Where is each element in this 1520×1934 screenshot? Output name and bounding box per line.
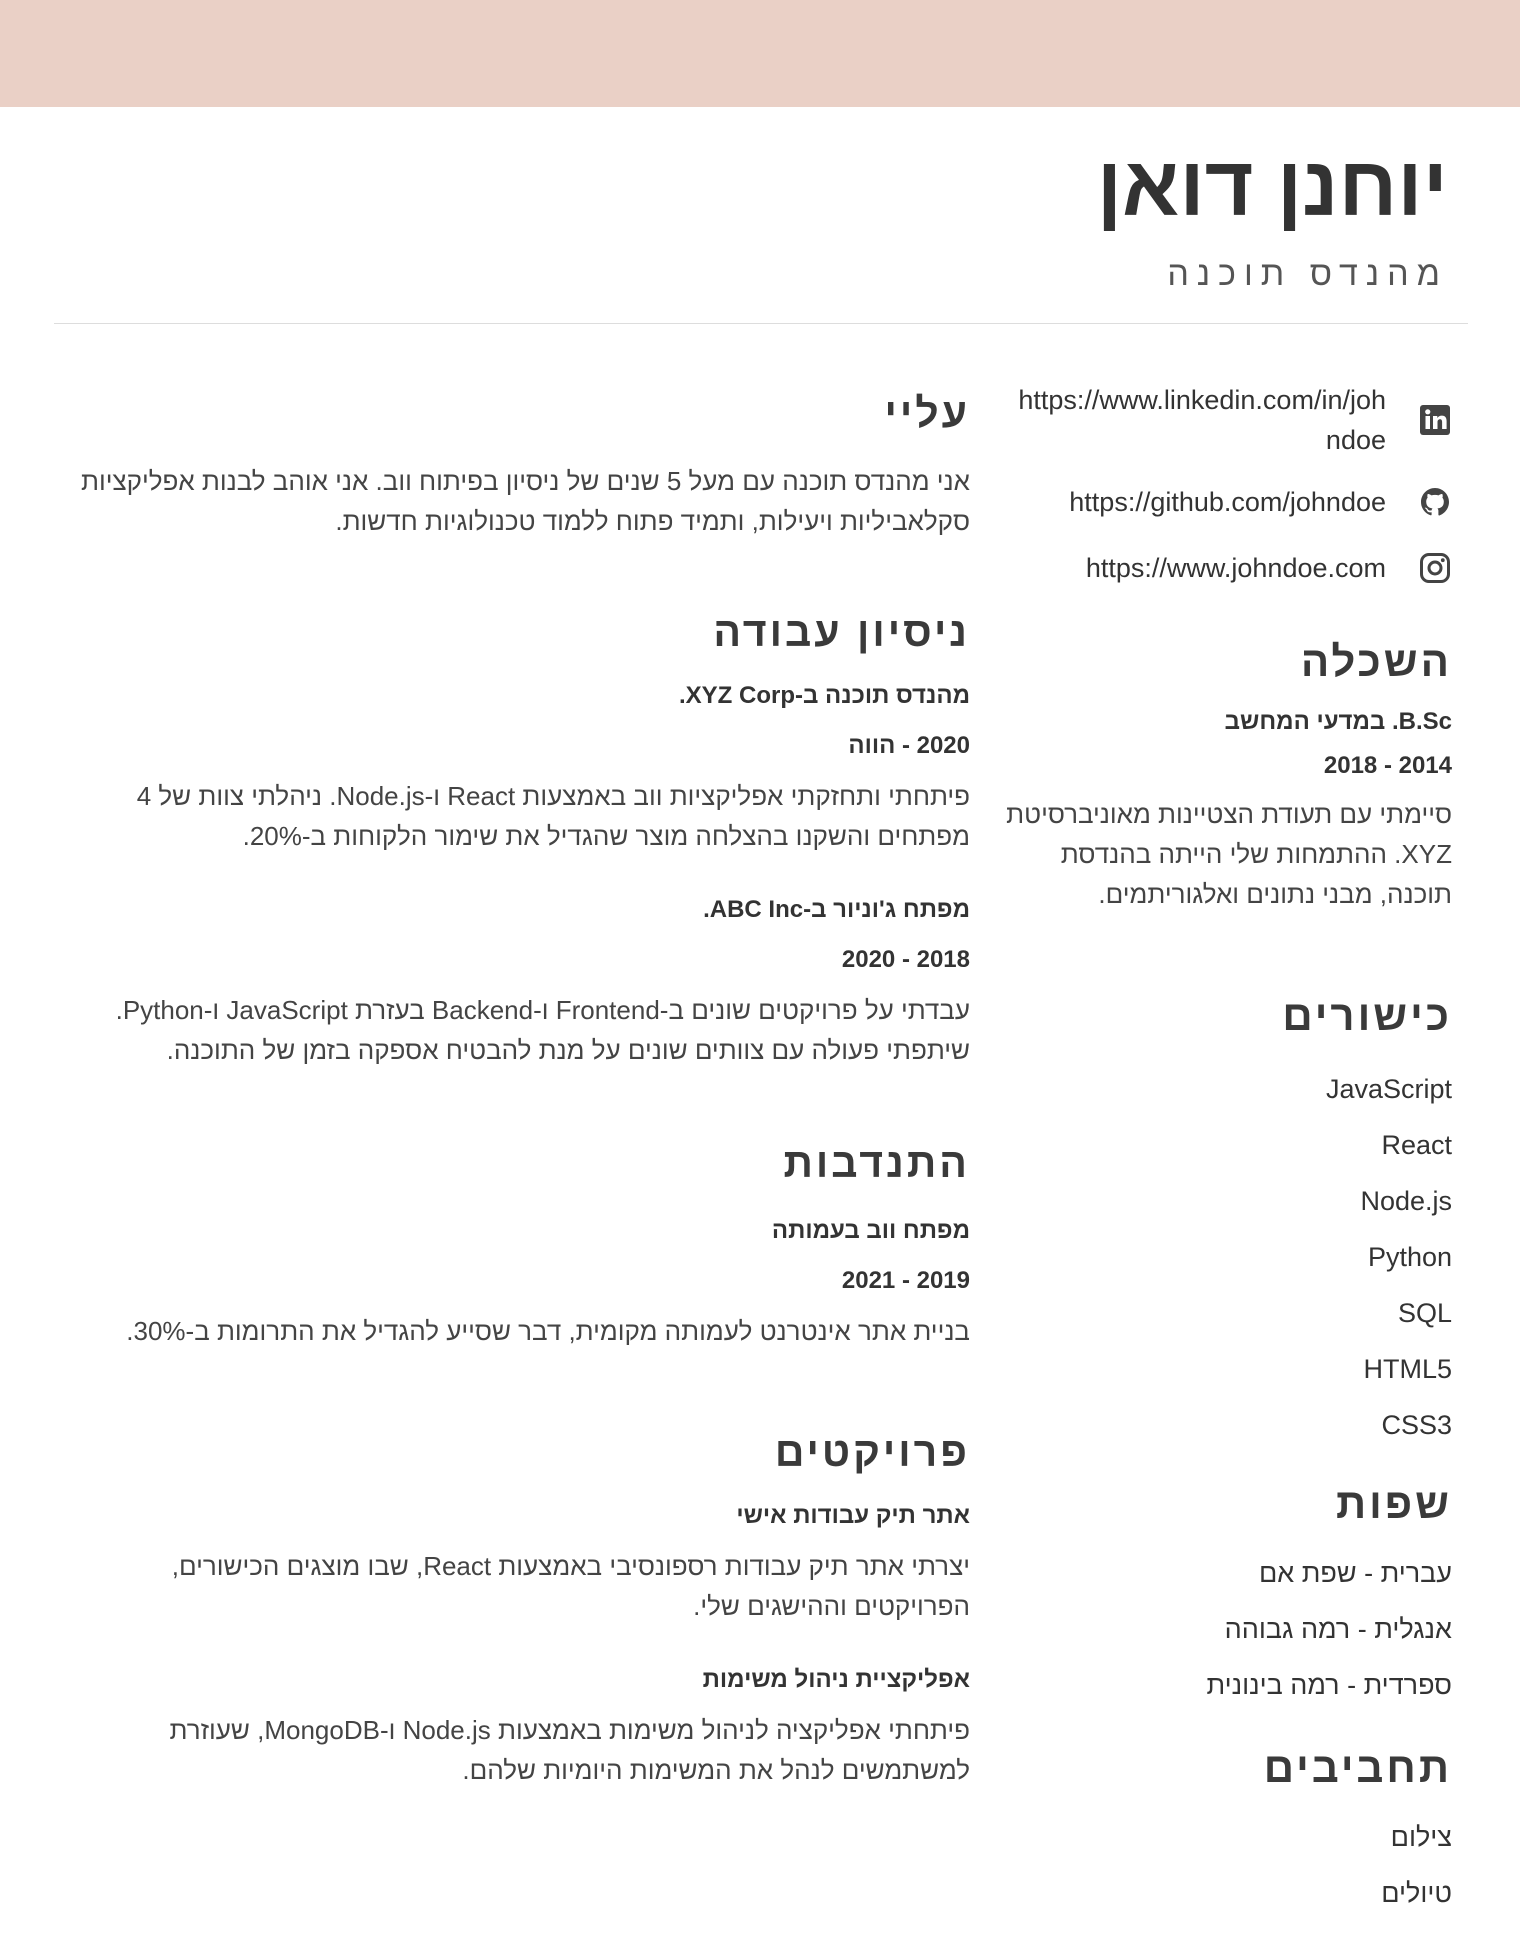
list-item: Python [1367,1242,1452,1272]
list-item: React [1381,1130,1452,1160]
list-item: אנגלית - רמה גבוהה [1224,1614,1452,1644]
project-entry [60,1666,970,1790]
education-dates: 2014 - 2018 [1323,752,1452,779]
linkedin-icon [1418,403,1452,437]
volunteering-heading: התנדבות [783,1140,970,1186]
languages-heading: שפות [1335,1480,1452,1527]
list-item: Node.js [1360,1186,1452,1216]
list-item: JavaScript [1325,1074,1452,1104]
list-item: ספרדית - רמה בינונית [1206,1670,1452,1700]
project-title: אתר תיק עבודות אישי [736,1502,970,1529]
volunteering-description: בניית אתר אינטרנט לעמותה מקומית, דבר שסייע להגדיל את התרומות ב-30%. [126,1316,970,1346]
list-item: עברית - שפת אם [1258,1558,1452,1588]
list-item: טיולים [1381,1878,1452,1908]
list-item: HTML5 [1363,1354,1452,1384]
project-description: יצרתי אתר תיק עבודות רספונסיבי באמצעות React, שבו מוצגים הכישורים, הפרויקטים וההישגים שלי. [171,1551,970,1621]
project-description: פיתחתי אפליקציה לניהול משימות באמצעות Node.js ו-MongoDB, שעוזרת למשתמשים לנהל את המשימות היומיות שלהם. [169,1715,970,1785]
job-description: עבדתי על פרויקטים שונים ב-Frontend ו-Backend בעזרת JavaScript ו-Python. שיתפתי פעולה עם צוותים שונים על מנת להבטיח אספקה בזמן של התוכנה. [115,995,970,1065]
job-entry [60,682,970,856]
sidebar [1002,380,1452,1934]
job-title: מהנדס תוכנה ב-XYZ Corp. [678,682,970,709]
about-heading: עליי [884,390,970,436]
website-link[interactable]: https://www.johndoe.com [1085,553,1386,583]
experience-heading: ניסיון עבודה [713,609,970,655]
contact-linkedin[interactable] [1002,380,1452,460]
about-text: אני מהנדס תוכנה עם מעל 5 שנים של ניסיון בפיתוח ווב. אני אוהב לבנות אפליקציות סקלאביליות ויעילות, ותמיד פתוח ללמוד טכנולוגיות חדשות. [81,466,970,536]
job-title: מפתח ג'וניור ב-ABC Inc. [703,896,970,923]
list-item: SQL [1397,1298,1452,1328]
job-entry [60,896,970,1070]
list-item: CSS3 [1381,1410,1452,1440]
job-description: פיתחתי ותחזקתי אפליקציות ווב באמצעות React ו-Node.js. ניהלתי צוות של 4 מפתחים והשקנו בהצלחה מוצר שהגדיל את שימור הלקוחות ב-20%. [136,781,970,851]
job-dates: 2020 - הווה [848,732,970,759]
job-dates: 2018 - 2020 [841,946,970,973]
project-entry [60,1502,970,1626]
github-link[interactable]: https://github.com/johndoe [1069,487,1386,517]
hobbies-heading: תחביבים [1263,1744,1452,1791]
linkedin-link[interactable]: https://www.linkedin.com/in/johndoe [1018,385,1386,455]
contact-github[interactable] [1002,482,1452,522]
header-band [0,0,1520,107]
github-icon [1418,485,1452,519]
education-description: סיימתי עם תעודת הצטיינות מאוניברסיטת XYZ. ההתמחות שלי הייתה בהנדסת תוכנה, מבני נתונים ואלגוריתמים. [1006,799,1452,909]
volunteering-title: מפתח ווב בעמותה [771,1217,970,1244]
job-title: מהנדס תוכנה [1167,255,1448,293]
instagram-icon [1418,551,1452,585]
hobbies-list [1002,1822,1452,1908]
person-name: יוחנן דואן [1096,139,1448,233]
education-degree: B.Sc. במדעי המחשב [1224,708,1452,735]
education-heading: השכלה [1300,638,1452,685]
list-item: צילום [1390,1822,1452,1852]
languages-list [1002,1558,1452,1700]
volunteering-dates: 2019 - 2021 [841,1267,970,1294]
divider [54,323,1468,324]
main-content [60,380,970,1824]
skills-list [1002,1074,1452,1440]
projects-heading: פרויקטים [774,1429,970,1475]
skills-heading: כישורים [1282,992,1452,1039]
contact-website[interactable] [1002,548,1452,588]
project-title: אפליקציית ניהול משימות [702,1666,970,1693]
